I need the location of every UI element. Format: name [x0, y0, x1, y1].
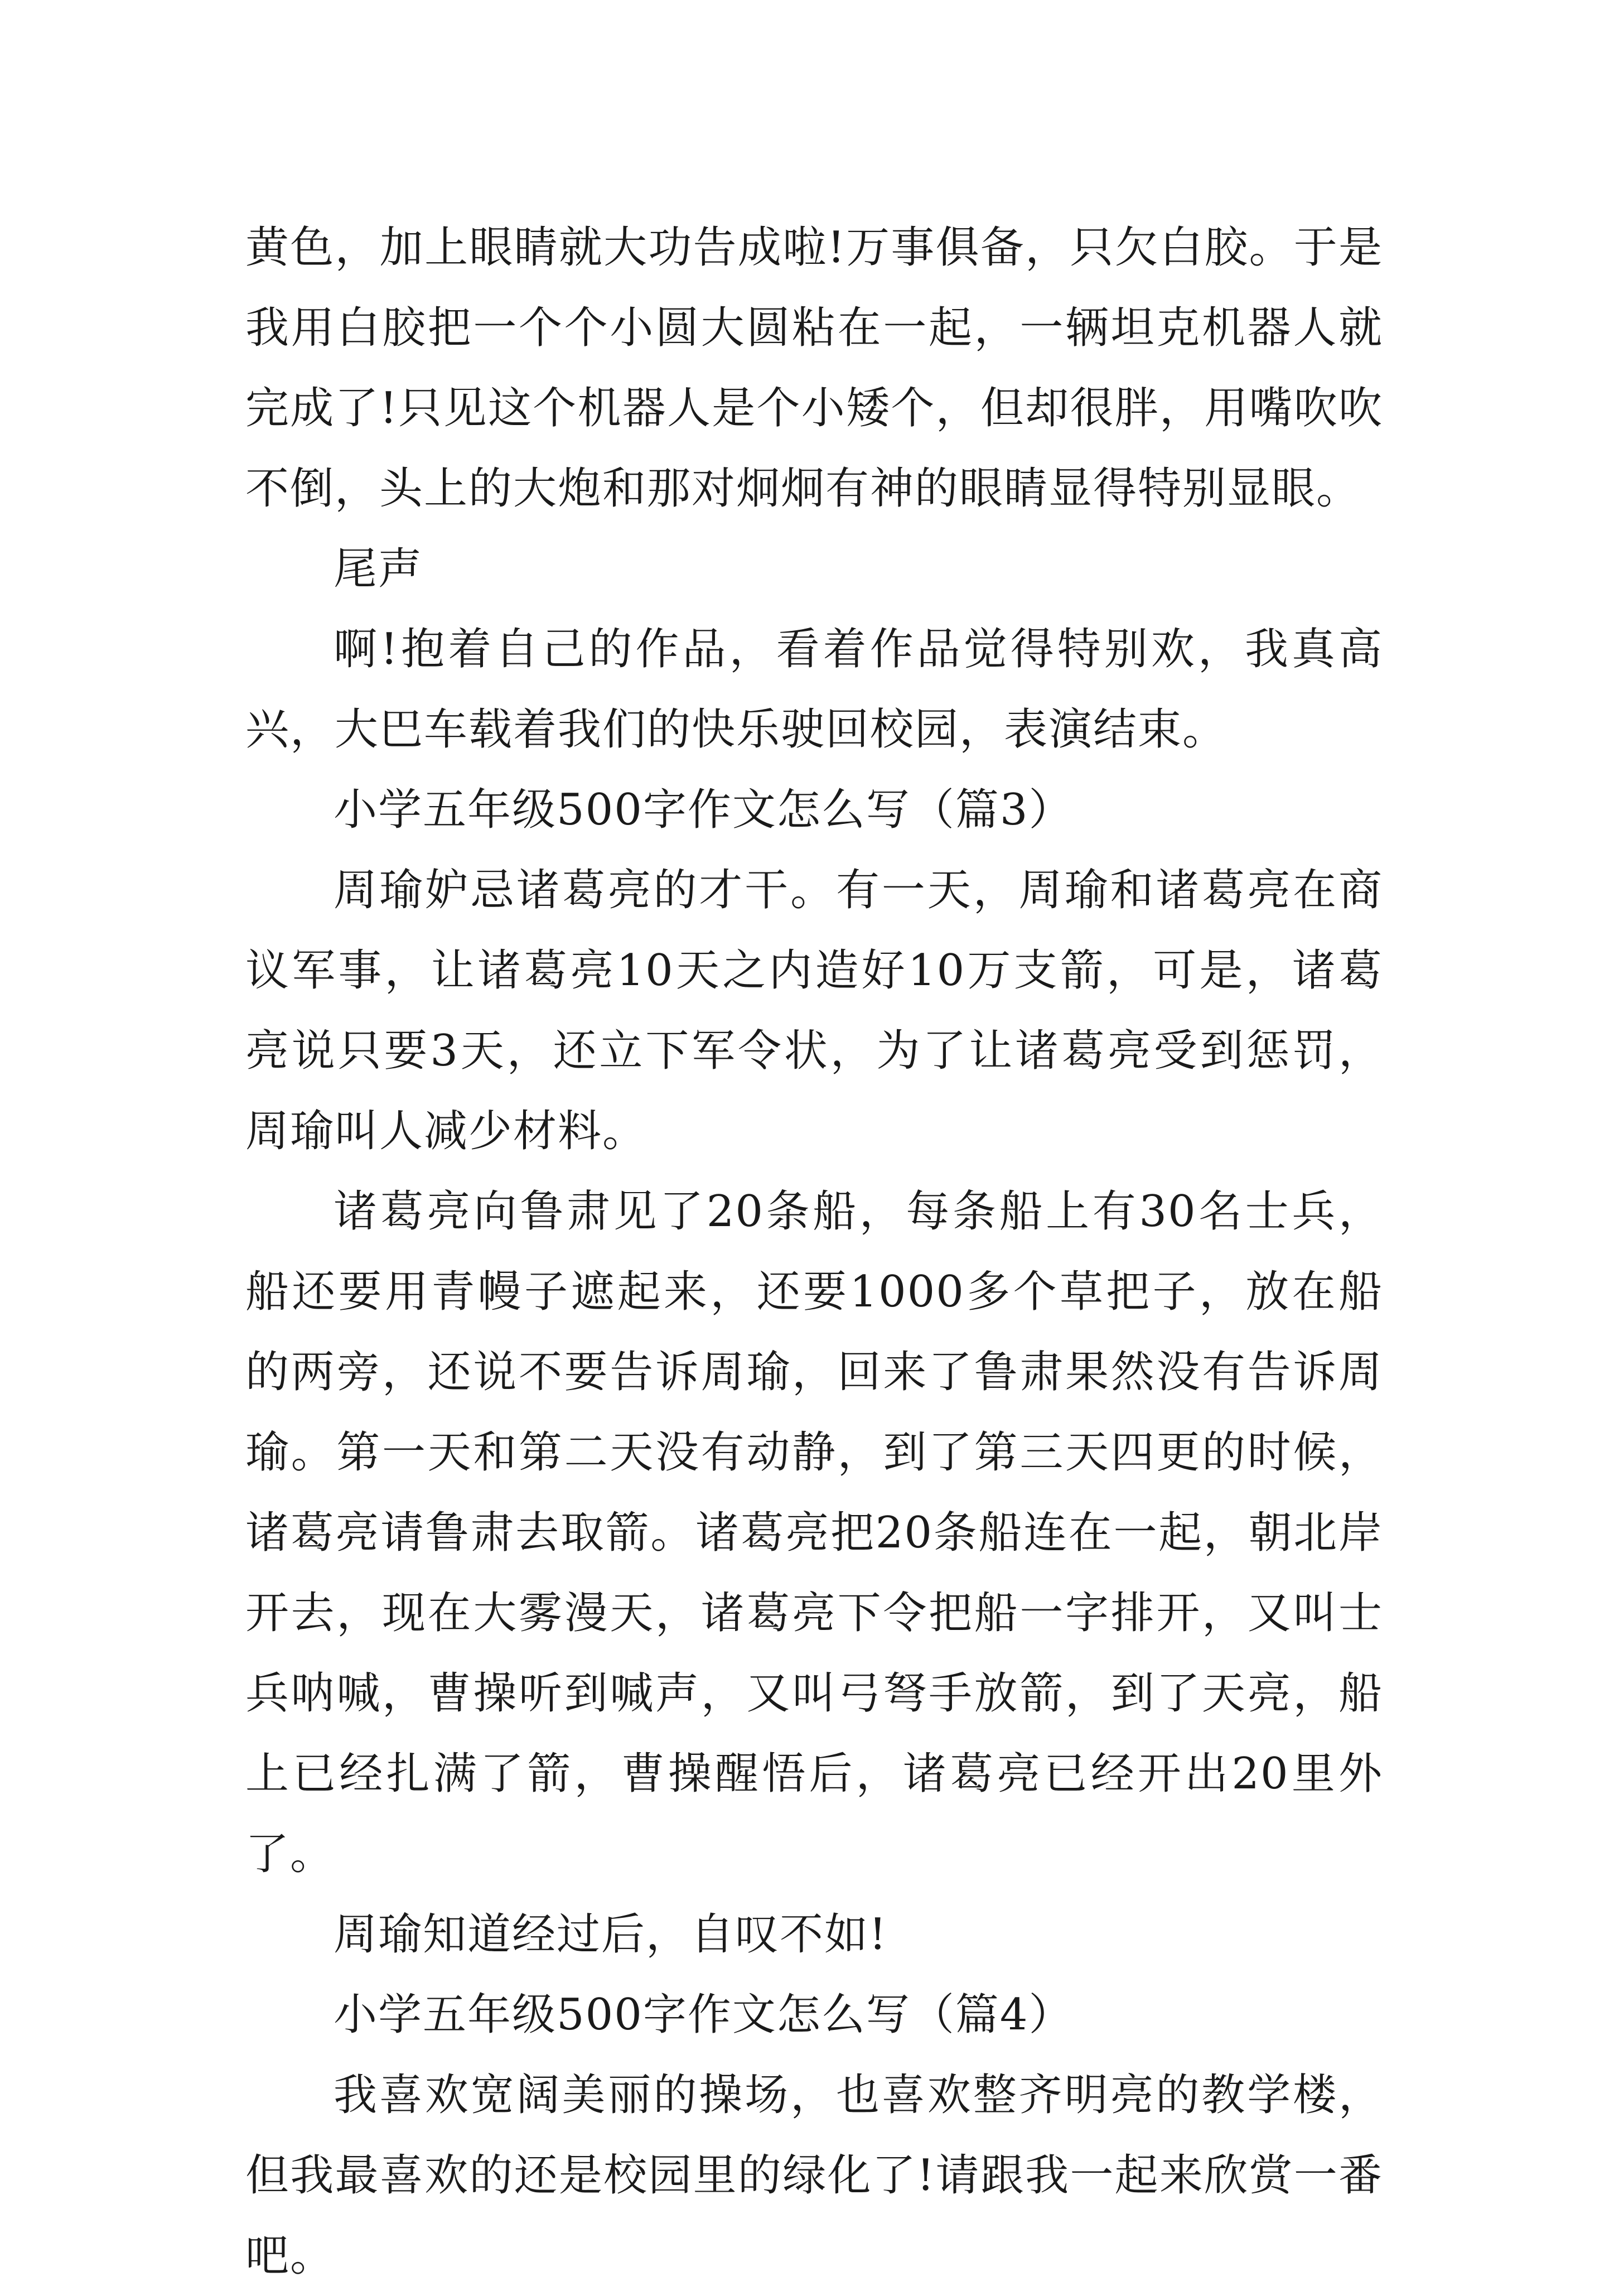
essay-title-3: 小学五年级500字作文怎么写（篇3） [334, 785, 1074, 835]
document-body [245, 208, 1383, 2296]
essay-title-4: 小学五年级500字作文怎么写（篇4） [334, 1990, 1074, 2040]
paragraph: 周瑜妒忌诸葛亮的才干。有一天，周瑜和诸葛亮在商议军事，让诸葛亮10天之内造好10万支箭，可是，诸葛亮说只要3天，还立下军令状，为了让诸葛亮受到惩罚，周瑜叫人减少材料。 [245, 865, 1383, 1156]
paragraph-continuation: 黄色，加上眼睛就大功告成啦!万事俱备，只欠白胶。于是我用白胶把一个个小圆大圆粘在一起，一辆坦克机器人就完成了!只见这个机器人是个小矮个，但却很胖，用嘴吹吹不倒，头上的大炮和那对炯炯有神的眼睛显得特别显眼。 [245, 223, 1383, 514]
paragraph: 诸葛亮向鲁肃见了20条船，每条船上有30名士兵，船还要用青幔子遮起来，还要1000多个草把子，放在船的两旁，还说不要告诉周瑜，回来了鲁肃果然没有告诉周瑜。第一天和第二天没有动静，到了第三天四更的时候，诸葛亮请鲁肃去取箭。诸葛亮把20条船连在一起，朝北岸开去，现在大雾漫天，诸葛亮下令把船一字排开，又叫士兵呐喊，曹操听到喊声，又叫弓弩手放箭，到了天亮，船上已经扎满了箭，曹操醒悟后，诸葛亮已经开出20里外了。 [245, 1186, 1383, 1879]
paragraph: 周瑜知道经过后，自叹不如! [334, 1909, 888, 1960]
paragraph: 我喜欢宽阔美丽的操场，也喜欢整齐明亮的教学楼，但我最喜欢的还是校园里的绿化了!请跟我一起来欣赏一番吧。 [245, 2070, 1383, 2281]
paragraph: 啊!抱着自己的作品，看着作品觉得特别欢，我真高兴，大巴车载着我们的快乐驶回校园，表演结束。 [245, 624, 1383, 755]
section-heading-epilogue: 尾声 [334, 544, 423, 594]
